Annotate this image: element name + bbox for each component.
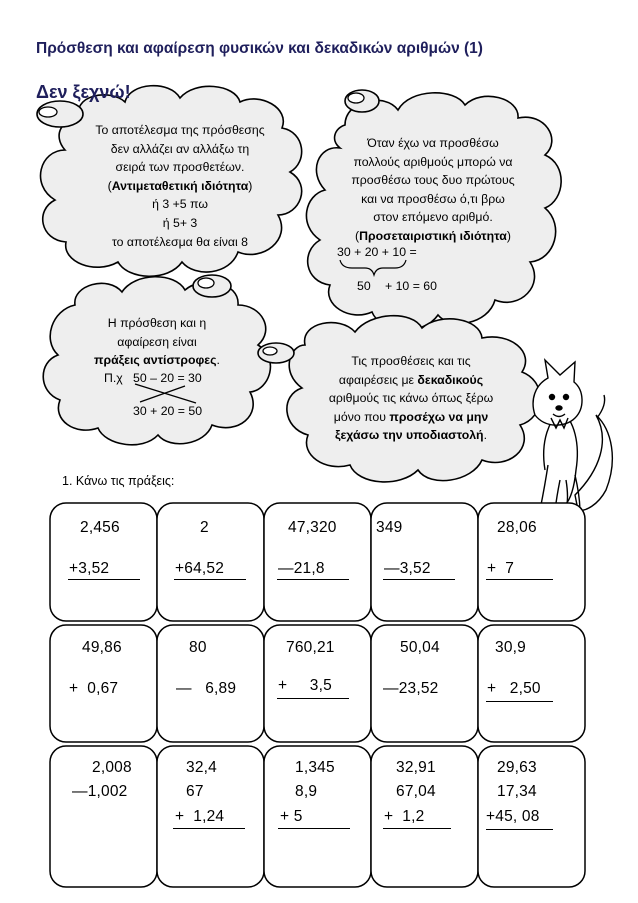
associative-text xyxy=(322,134,544,246)
operand-line: + 1,24 xyxy=(175,808,225,825)
associative-line: Όταν έχω να προσθέσω xyxy=(367,136,499,150)
decimals-line: αριθμούς τις κάνω όπως ξέρω xyxy=(328,391,494,406)
operand-line: 8,9 xyxy=(295,783,318,800)
inverse-line: αφαίρεση είναι xyxy=(117,334,197,349)
commutative-line: Το αποτέλεσμα της πρόσθεσης xyxy=(95,123,265,137)
operand-line: +45, 08 xyxy=(486,808,540,825)
commutative-text xyxy=(70,121,290,251)
operand-line: 17,34 xyxy=(497,783,537,800)
decimals-text xyxy=(305,352,517,445)
decimals-line: ξεχάσω την υποδιαστολή. xyxy=(335,428,487,443)
commutative-line: δεν αλλάζει αν αλλάξω τη xyxy=(110,141,250,156)
decimals-line: μόνο που προσέχω να μην xyxy=(333,409,489,424)
answer-line xyxy=(68,579,140,580)
commutative-line: σειρά των προσθετέων. xyxy=(115,160,245,175)
inverse-example-prefix: Π.χ xyxy=(104,371,123,385)
associative-property: (Προσεταιριστική ιδιότητα) xyxy=(355,228,511,243)
associative-line: πολλούς αριθμούς μπορώ να xyxy=(353,154,513,169)
associative-example-bottom-b: + 10 = 60 xyxy=(385,279,437,293)
operand-top: 760,21 xyxy=(286,639,335,656)
commutative-example: ή 3 +5 πω xyxy=(152,197,208,212)
answer-line xyxy=(174,579,246,580)
commutative-example: ή 5+ 3 xyxy=(162,215,198,230)
operand-bottom: + 2,50 xyxy=(487,680,541,697)
operand-bottom: — 6,89 xyxy=(176,680,237,697)
commutative-property: (Αντιμεταθετική ιδιότητα) xyxy=(107,178,253,193)
operand-bottom: +64,52 xyxy=(175,560,225,577)
operand-top: 47,320 xyxy=(288,519,337,536)
operand-bottom: + 7 xyxy=(487,560,515,577)
page-title: Πρόσθεση και αφαίρεση φυσικών και δεκαδικών αριθμών (1) xyxy=(36,40,483,57)
operand-line: 2,008 xyxy=(92,759,132,776)
operand-bottom: + 3,5 xyxy=(278,677,332,694)
associative-example-bottom-a: 50 xyxy=(357,279,371,293)
operand-line: 32,91 xyxy=(396,759,436,776)
answer-line xyxy=(383,579,455,580)
operand-top: 80 xyxy=(189,639,207,656)
inverse-example-bottom: 30 + 20 = 50 xyxy=(133,404,203,418)
operand-line: + 1,2 xyxy=(384,808,425,825)
associative-line: προσθέσω τους δυο πρώτους xyxy=(351,173,515,188)
operand-line: + 5 xyxy=(280,808,303,825)
operand-top: 349 xyxy=(376,519,403,536)
answer-line xyxy=(278,828,350,829)
operand-bottom: —3,52 xyxy=(384,560,431,577)
inverse-bold-line: πράξεις αντίστροφες. xyxy=(94,353,220,368)
operand-bottom: —21,8 xyxy=(278,560,325,577)
operand-bottom: + 0,67 xyxy=(69,680,119,697)
operand-bottom: —23,52 xyxy=(383,680,439,697)
inverse-text xyxy=(72,314,242,370)
answer-line xyxy=(173,828,245,829)
answer-line xyxy=(277,698,349,699)
exercise-label: 1. Κάνω τις πράξεις: xyxy=(62,474,175,488)
operand-top: 49,86 xyxy=(82,639,122,656)
cloud-tail-inverse xyxy=(193,275,231,297)
answer-line xyxy=(277,579,349,580)
cartoon-fox-icon xyxy=(533,360,612,516)
reminder-heading: Δεν ξεχνώ! xyxy=(36,82,131,102)
commutative-conclusion: το αποτέλεσμα θα είναι 8 xyxy=(111,234,249,249)
operand-line: —1,002 xyxy=(72,783,128,800)
operand-top: 2,456 xyxy=(80,519,120,536)
inverse-example-top: 50 – 20 = 30 xyxy=(133,371,202,385)
associative-example-top: 30 + 20 + 10 = xyxy=(337,245,417,259)
cloud-tail-decimals xyxy=(258,343,294,363)
associative-line: και να προσθέσω ό,τι βρω xyxy=(361,191,505,206)
operand-line: 32,4 xyxy=(186,759,217,776)
decimals-line: αφαιρέσεις με δεκαδικούς xyxy=(338,372,484,387)
operand-line: 67 xyxy=(186,783,204,800)
operand-top: 30,9 xyxy=(495,639,526,656)
operand-bottom: +3,52 xyxy=(69,560,110,577)
answer-line xyxy=(486,829,553,830)
answer-line xyxy=(486,701,553,702)
operand-line: 1,345 xyxy=(295,759,335,776)
decimals-line: Τις προσθέσεις και τις xyxy=(351,354,471,368)
operand-top: 50,04 xyxy=(400,639,440,656)
operand-top: 2 xyxy=(200,519,209,536)
associative-line: στον επόμενο αριθμό. xyxy=(373,210,493,225)
answer-line xyxy=(486,579,553,580)
answer-line xyxy=(383,828,451,829)
operand-top: 28,06 xyxy=(497,519,537,536)
operand-line: 29,63 xyxy=(497,759,537,776)
inverse-line: Η πρόσθεση και η xyxy=(107,316,207,330)
cloud-tail-associative xyxy=(345,90,379,112)
operand-line: 67,04 xyxy=(396,783,436,800)
